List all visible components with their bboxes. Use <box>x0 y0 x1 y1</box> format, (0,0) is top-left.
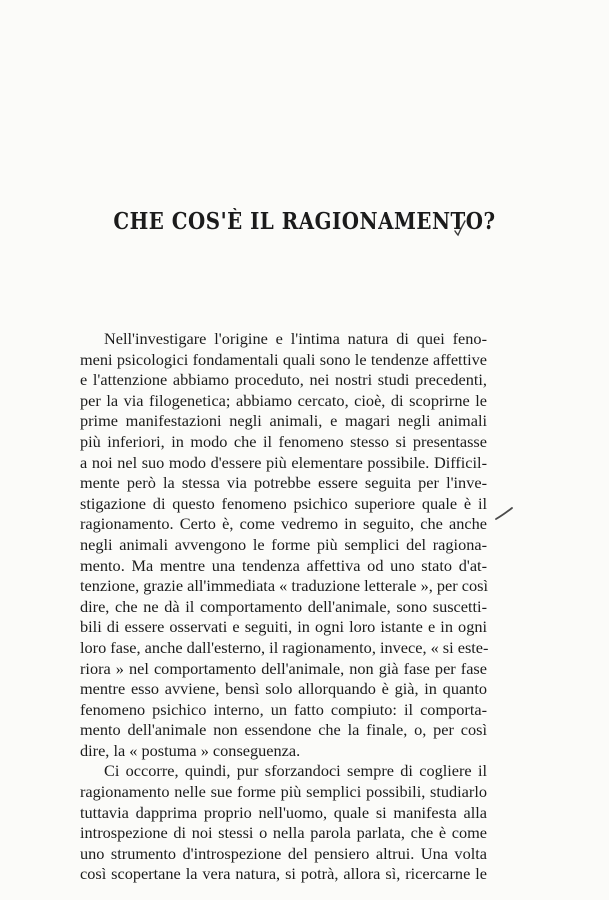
text-line: fenomeno psichico interno, un fatto compiuto: il comporta- <box>80 699 487 719</box>
text-line: Nell'investigare l'origine e l'intima natura di quei feno- <box>104 329 487 348</box>
text-line: più inferiori, in modo che il fenomeno stesso si presentasse <box>80 431 487 451</box>
text-line: tuttavia dapprima proprio nell'uomo, quale si manifesta alla <box>80 802 487 822</box>
text-line: ragionamento. Certo è, come vedremo in seguito, che anche <box>80 514 487 534</box>
body-text <box>80 329 487 885</box>
text-line: bili di essere osservati e seguiti, in ogni loro istante e in ogni <box>80 617 487 637</box>
text-line: dire, che ne dà il comportamento dell'animale, sono suscetti- <box>80 596 487 616</box>
pencil-checkmark-icon <box>453 218 467 238</box>
text-line: prime manifestazioni negli animali, e magari negli animali <box>80 411 487 431</box>
text-line: mento. Ma mentre una tendenza affettiva od uno stato d'at- <box>80 555 487 575</box>
text-line: riora » nel comportamento dell'animale, non già fase per fase <box>80 658 487 678</box>
chapter-title: CHE COS'È IL RAGIONAMENTO? <box>113 208 496 235</box>
pencil-margin-mark-icon <box>494 505 514 523</box>
text-line: dire, la « postuma » conseguenza. <box>80 740 301 760</box>
text-line: loro fase, anche dall'esterno, il ragionamento, invece, « si este- <box>80 637 489 657</box>
text-line: mentre esso avviene, bensì solo allorquando è già, in quanto <box>80 679 487 699</box>
text-line: introspezione di noi stessi o nella parola parlata, che è come <box>80 823 487 843</box>
text-line: a noi nel suo modo d'essere più elementare possibile. Difficil- <box>80 452 487 472</box>
text-line: meni psicologici fondamentali quali sono le tendenze affettive <box>80 349 487 369</box>
text-line: e l'attenzione abbiamo proceduto, nei nostri studi precedenti, <box>80 370 487 390</box>
text-line: mente però la stessa via potrebbe essere seguita per l'inve- <box>80 473 487 493</box>
text-line: tenzione, grazie all'immediata « traduzione letterale », per così <box>80 576 488 596</box>
text-line: stigazione di questo fenomeno psichico superiore quale è il <box>80 493 487 513</box>
text-line: negli animali avvengono le forme più semplici del ragiona- <box>80 534 487 554</box>
text-line: così scopertane la vera natura, si potrà, allora sì, ricercarne le <box>80 864 487 884</box>
text-line: ragionamento nelle sue forme più semplici possibili, studiarlo <box>80 782 487 802</box>
text-line: mento dell'animale non essendone che la finale, o, per così <box>80 720 487 740</box>
text-line: Ci occorre, quindi, pur sforzandoci sempre di cogliere il <box>104 761 487 781</box>
text-line: per la via filogenetica; abbiamo cercato, cioè, di scoprirne le <box>80 390 487 410</box>
text-line: uno strumento d'introspezione del pensiero altrui. Una volta <box>80 843 487 863</box>
